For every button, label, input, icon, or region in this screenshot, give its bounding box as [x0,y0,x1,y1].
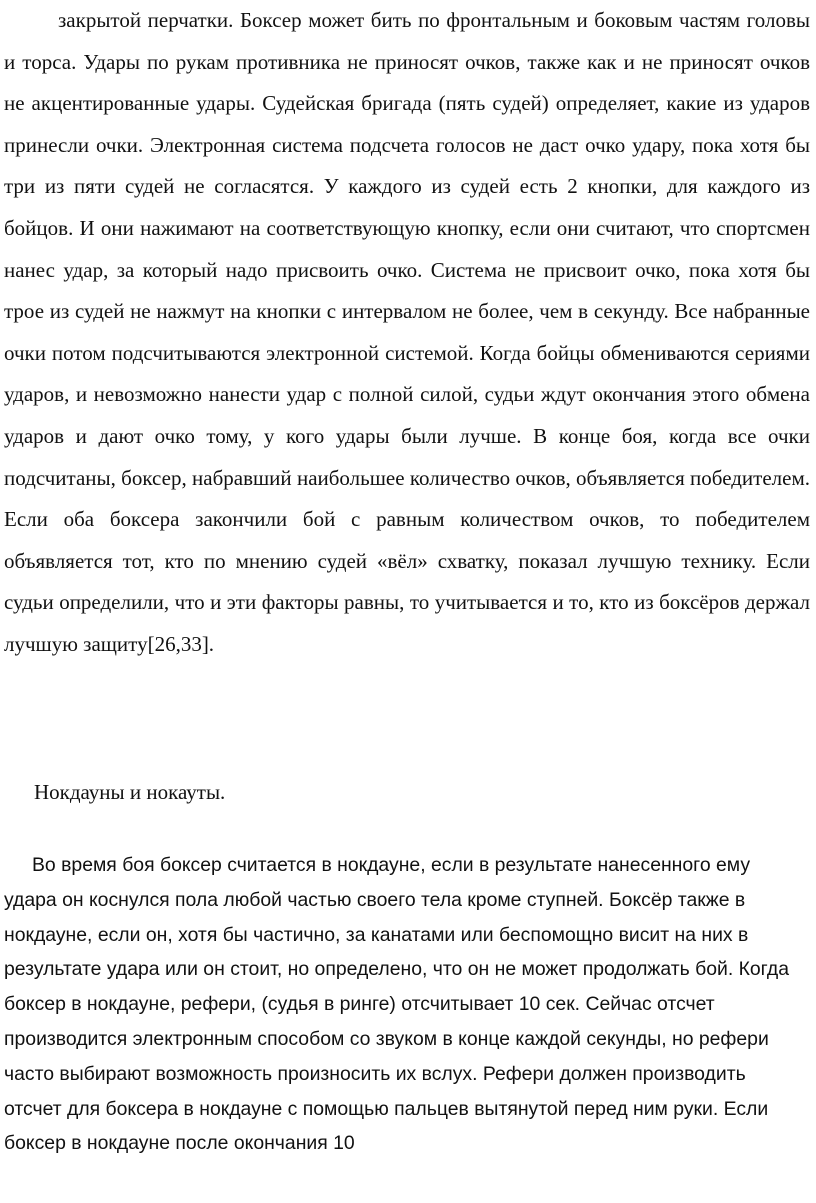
body-paragraph-knockdown: Во время боя боксер считается в нокдауне, если в результате нанесенного ему удара он коснулся пола любой частью своего тела кроме ступней. Боксёр также в нокдауне, если он, хотя бы частично, за канатами или беспомощно висит на них в результате удара или он стоит, но определено, что он не может продолжать бой. Когда боксер в нокдауне, рефери, (судья в ринге) отсчитывает 10 сек. Сейчас отсчет производится электронным способом со звуком в конце каждой секунды, но рефери часто выбирают возможность произносить их вслух. Рефери должен производить отсчет для боксера в нокдауне с помощью пальцев вытянутой перед ним руки. Если боксер в нокдауне после окончания 10 [4,854,789,1155]
section-heading: Нокдауны и нокауты. [34,780,226,804]
body-paragraph-scoring: закрытой перчатки. Боксер может бить по фронтальным и боковым частям головы и торса. Удары по рукам противника не приносят очков, также как и не приносят очков не акцентированные удары. Судейская бригада (пять судей) определяет, какие из ударов принесли очки. Электронная система подсчета голосов не даст очко удару, пока хотя бы три из пяти судей не согласятся. У каждого из судей есть 2 кнопки, для каждого из бойцов. И они нажимают на соответствующую кнопку, если они считают, что спортсмен нанес удар, за который надо присвоить очко. Система не присвоит очко, пока хотя бы трое из судей не нажмут на кнопки с интервалом не более, чем в секунду. Все набранные очки потом подсчитываются электронной системой. Когда бойцы обмениваются сериями ударов, и невозможно нанести удар с полной силой, судьи ждут окончания этого обмена ударов и дают очко тому, у кого удары были лучше. В конце боя, когда все очки подсчитаны, боксер, набравший наибольшее количество очков, объявляется победителем. Если оба боксера закончили бой с равным количеством очков, то победителем объявляется тот, кто по мнению судей «вёл» схватку, показал лучшую технику. Если судьи определили, что и эти факторы равны, то учитывается и то, кто из боксёров держал лучшую защиту[26,33]. [4,8,810,656]
